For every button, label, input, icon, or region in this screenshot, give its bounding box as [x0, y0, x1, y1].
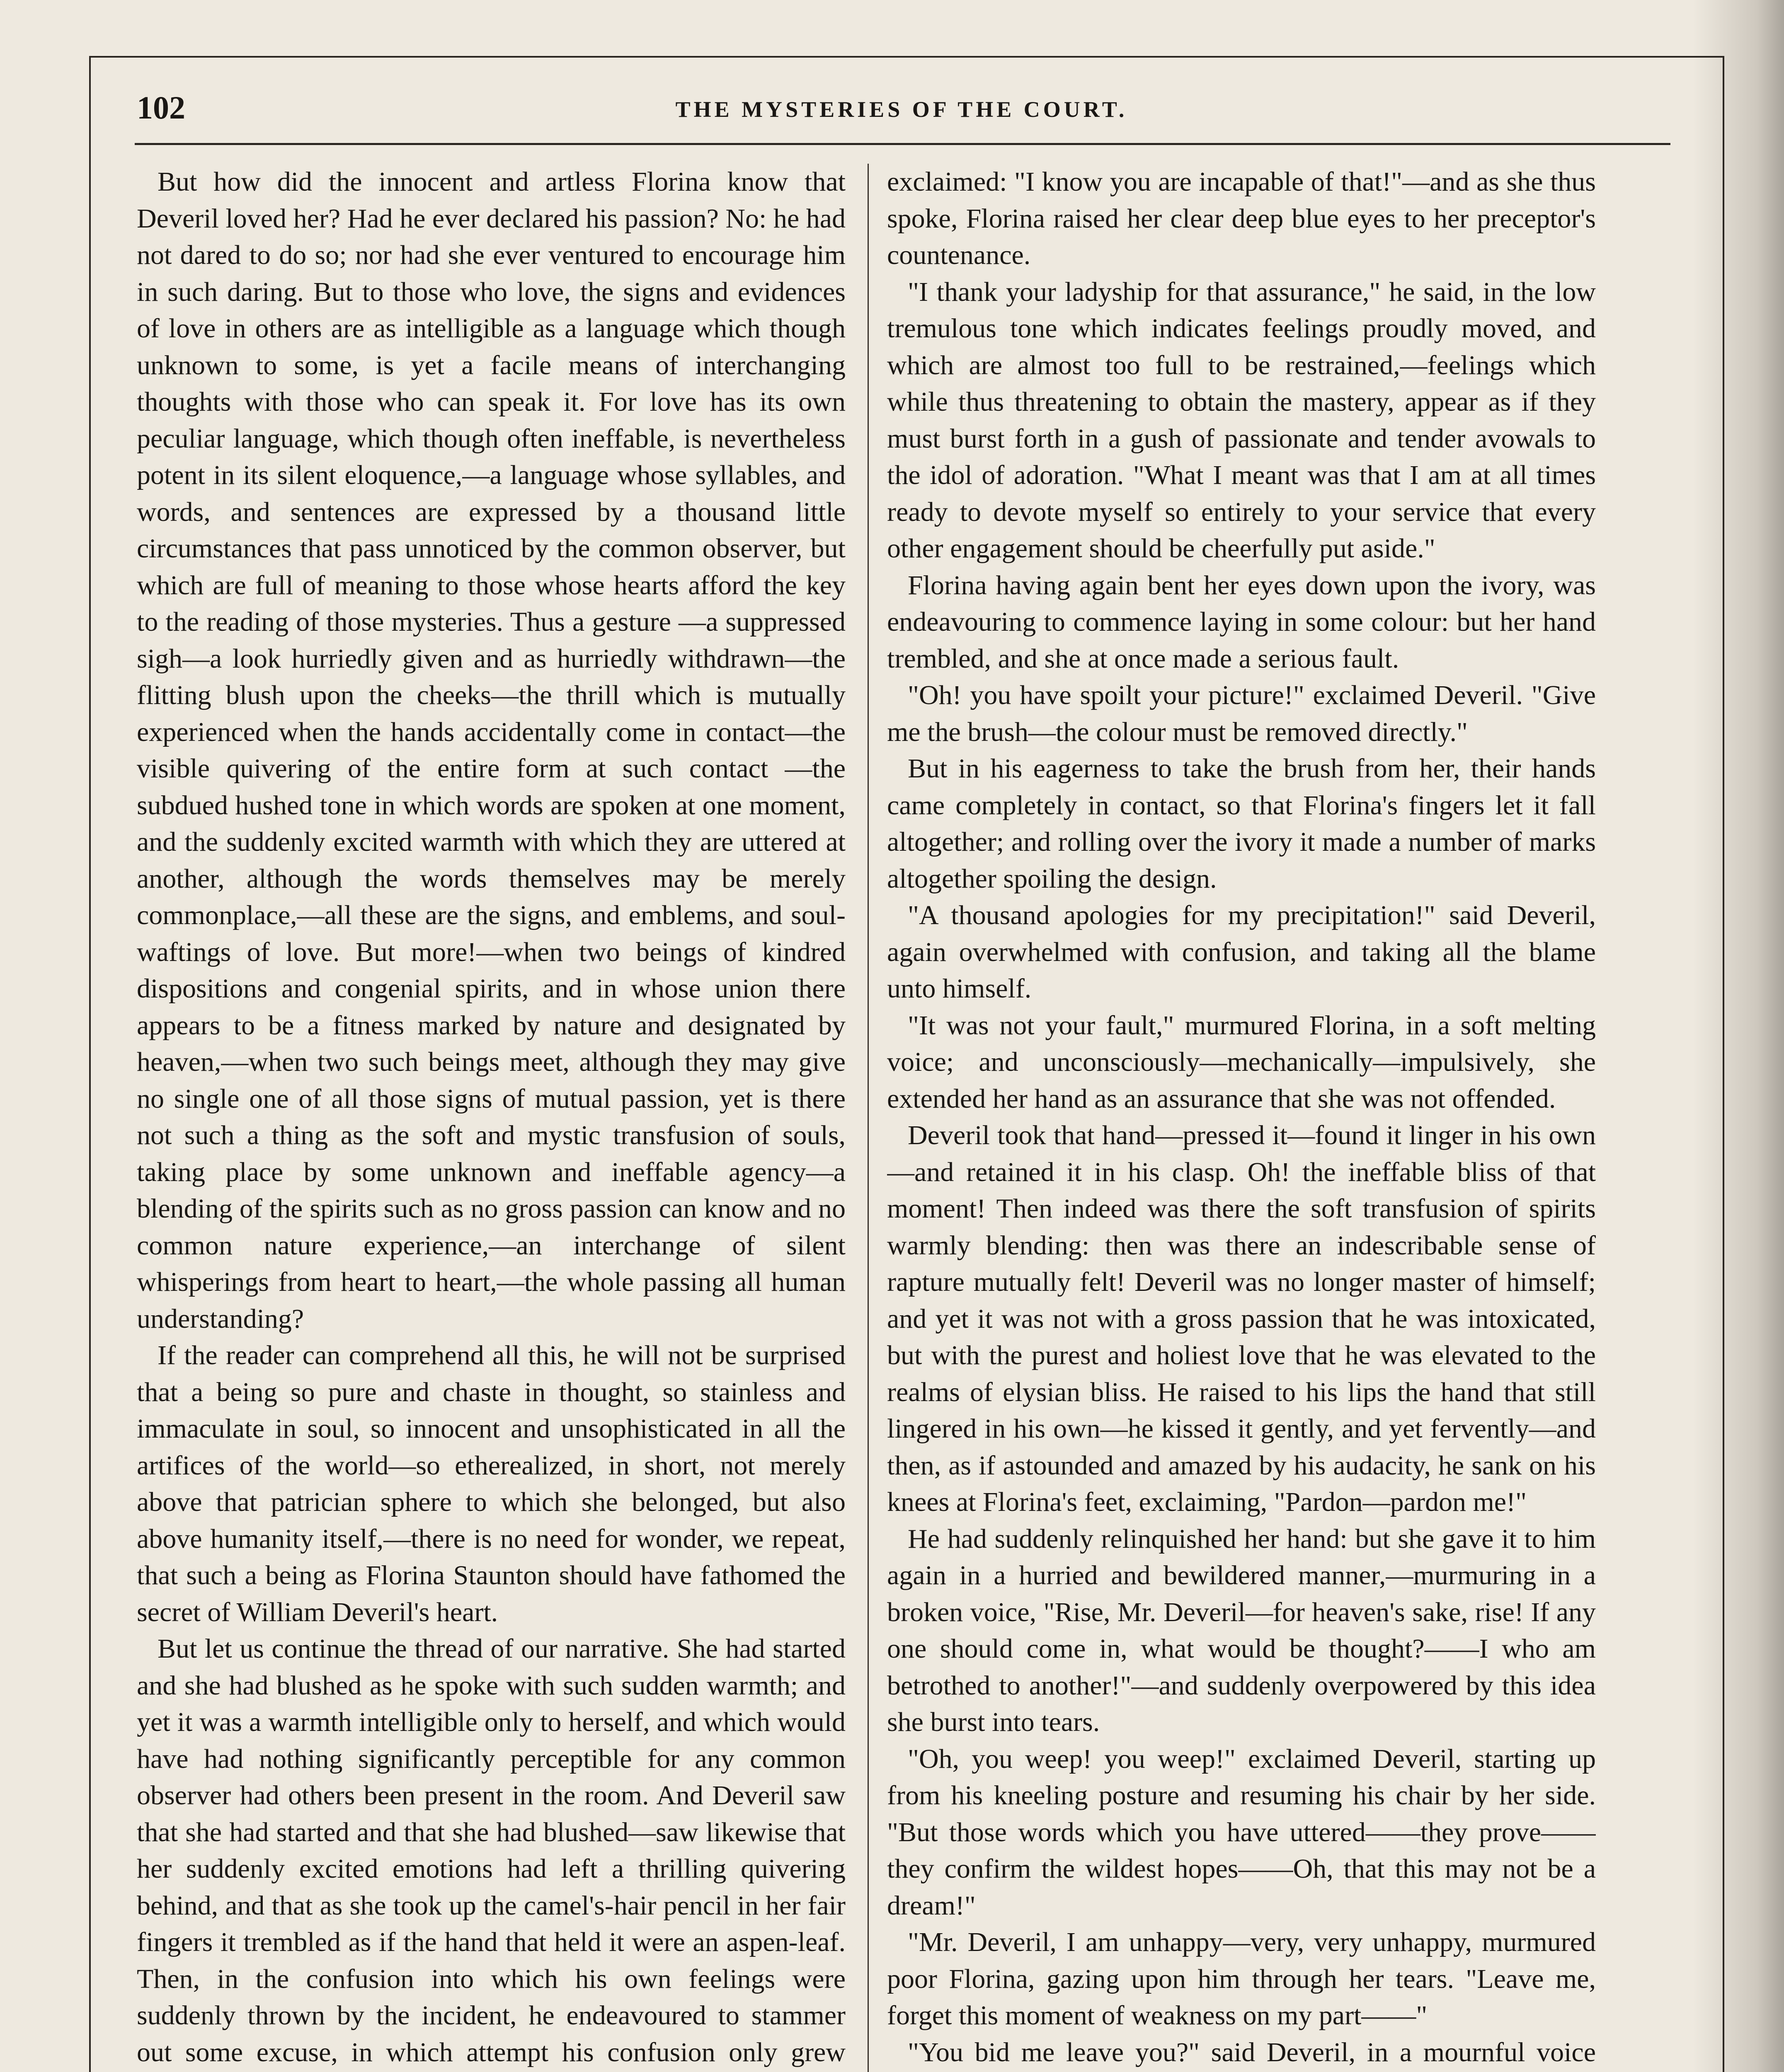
running-title: THE MYSTERIES OF THE COURT.: [675, 97, 1128, 122]
paragraph: If the reader can comprehend all this, he will not be surprised that a being so pure and chaste in thought, so stainless and immaculate in soul, so innocent and unsophisticated in all the artifices of the world—so etherealized, in short, not merely above that patrician sphere to which she belonged, but also above humanity itself,—there is no need for wonder, we repeat, that such a being as Florina Staunton should have fathomed the secret of William Deveril's heart.: [137, 1340, 846, 1627]
page-header: [137, 89, 1666, 135]
header-rule: [135, 143, 1670, 145]
paragraph: He had suddenly relinquished her hand: but she gave it to him again in a hurried and bewildered manner,—murmuring in a broken voice, "Rise, Mr. Deveril—for heaven's sake, rise! If any one should come in, what would be thought?——I who am betrothed to another!"—and suddenly overpowered by this idea she burst into tears.: [887, 1523, 1596, 1737]
paragraph: "You bid me leave you?" said Deveril, in a mournful voice: [908, 2037, 1596, 2067]
paragraph: "A thousand apologies for my precipitation!" said Deveril, again overwhelmed with confusion, and taking all the blame unto himself.: [887, 900, 1596, 1004]
paragraph: Florina having again bent her eyes down upon the ivory, was endeavouring to commence laying in some colour: but her hand trembled, and she at once made a serious fault.: [887, 570, 1596, 674]
paragraph: "Mr. Deveril, I am unhappy—very, very unhappy, murmured poor Florina, gazing upon him through her tears. "Leave me, forget this moment of weakness on my part——": [887, 1927, 1596, 2031]
paragraph: But let us continue the thread of our narrative. She had started and she had blushed as he spoke with such sudden warmth; and yet it was a warmth intelligible only to herself, and which would have had nothing significantly perceptible for any common observer had others been present in the room. And Deveril saw that she had started and that she had blushed—saw likewise that her suddenly excited emotions had left a thrilling quivering behind, and that as she took up the camel's-hair pencil in her fair fingers it trembled as if the hand that held it were an aspen-leaf. Then, in the confusion into which his own feelings were suddenly thrown by the incident, he endeavoured to stammer out some excuse, in which attempt his confusion only grew: [137, 1634, 846, 2067]
paragraph: "Oh, you weep! you weep!" exclaimed Deveril, starting up from his kneeling posture and resuming his chair by her side. "But those words which you have uttered——they prove——they confirm the wildest hopes——Oh, that this may not be a dream!": [887, 1743, 1596, 1921]
right-column: [887, 164, 1596, 2072]
paragraph: But in his eagerness to take the brush from her, their hands came completely in contact, so that Florina's fingers let it fall altogether; and rolling over the ivory it made a number of marks altogether spoiling the design.: [887, 753, 1596, 894]
paragraph: exclaimed: "I know you are incapable of that!"—and as she thus spoke, Florina raised her clear deep blue eyes to her preceptor's countenance.: [887, 167, 1596, 270]
paragraph: "Oh! you have spoilt your picture!" exclaimed Deveril. "Give me the brush—the colour must be removed directly.": [887, 680, 1596, 747]
page-number: 102: [137, 90, 185, 126]
paragraph: "It was not your fault," murmured Florina, in a soft melting voice; and unconsciously—mechanically—impulsively, she extended her hand as an assurance that she was not offended.: [887, 1010, 1596, 1114]
paragraph: "I thank your ladyship for that assurance," he said, in the low tremulous tone which indicates feelings proudly moved, and which are almost too full to be restrained,—feelings which while thus threatening to obtain the mastery, appear as if they must burst forth in a gush of passionate and tender avowals to the idol of adoration. "What I meant was that I am at all times ready to devote myself so entirely to your service that every other engagement should be cheerfully put aside.": [887, 276, 1596, 564]
paragraph: But how did the innocent and artless Florina know that Deveril loved her? Had he ever declared his passion? No: he had not dared to do so; nor had she ever ventured to encourage him in such daring. But to those who love, the signs and evidences of love in others are as intelligible as a language which though unknown to some, is yet a facile means of interchanging thoughts with those who can speak it. For love has its own peculiar language, which though often ineffable, is nevertheless potent in its silent eloquence,—a language whose syllables, and words, and sentences are expressed by a thousand little circumstances that pass unnoticed by the common observer, but which are full of meaning to those whose hearts afford the key to the reading of those mysteries. Thus a gesture —a suppressed sigh—a look hurriedly given and as hurriedly withdrawn—the flitting blush upon the cheeks—the thrill which is mutually experienced when the hands accidentally come in contact—the visible quivering of the entire form at such contact —the subdued hushed tone in which words are spoken at one moment, and the suddenly excited warmth with which they are uttered at another, although the words themselves may be merely commonplace,—all these are the signs, and emblems, and soul-waftings of love. But more!—when two beings of kindred dispositions and congenial spirits, and in whose union there appears to be a fitness marked by nature and designated by heaven,—when two such beings meet, although they may give no single one of all those signs of mutual passion, yet is there not such a thing as the soft and mystic transfusion of souls, taking place by some unknown and ineffable agency—a blending of the spirits such as no gross passion can know and no common nature experience,—an interchange of silent whisperings from heart to heart,—the whole passing all human understanding?: [137, 167, 846, 1334]
paragraph: Deveril took that hand—pressed it—found it linger in his own—and retained it in his clasp. Oh! the ineffable bliss of that moment! Then indeed was there the soft transfusion of spirits warmly blending: then was there an indescribable sense of rapture mutually felt! Deveril was no longer master of himself; and yet it was not with a gross passion that he was intoxicated, but with the purest and holiest love that he was elevated to the realms of elysian bliss. He raised to his lips the hand that still lingered in his own—he kissed it gently, and yet fervently—and then, as if astounded and amazed by his audacity, he sank on his knees at Florina's feet, exclaiming, "Pardon—pardon me!": [887, 1120, 1596, 1517]
left-column: [137, 164, 846, 2072]
column-divider: [868, 164, 869, 2072]
